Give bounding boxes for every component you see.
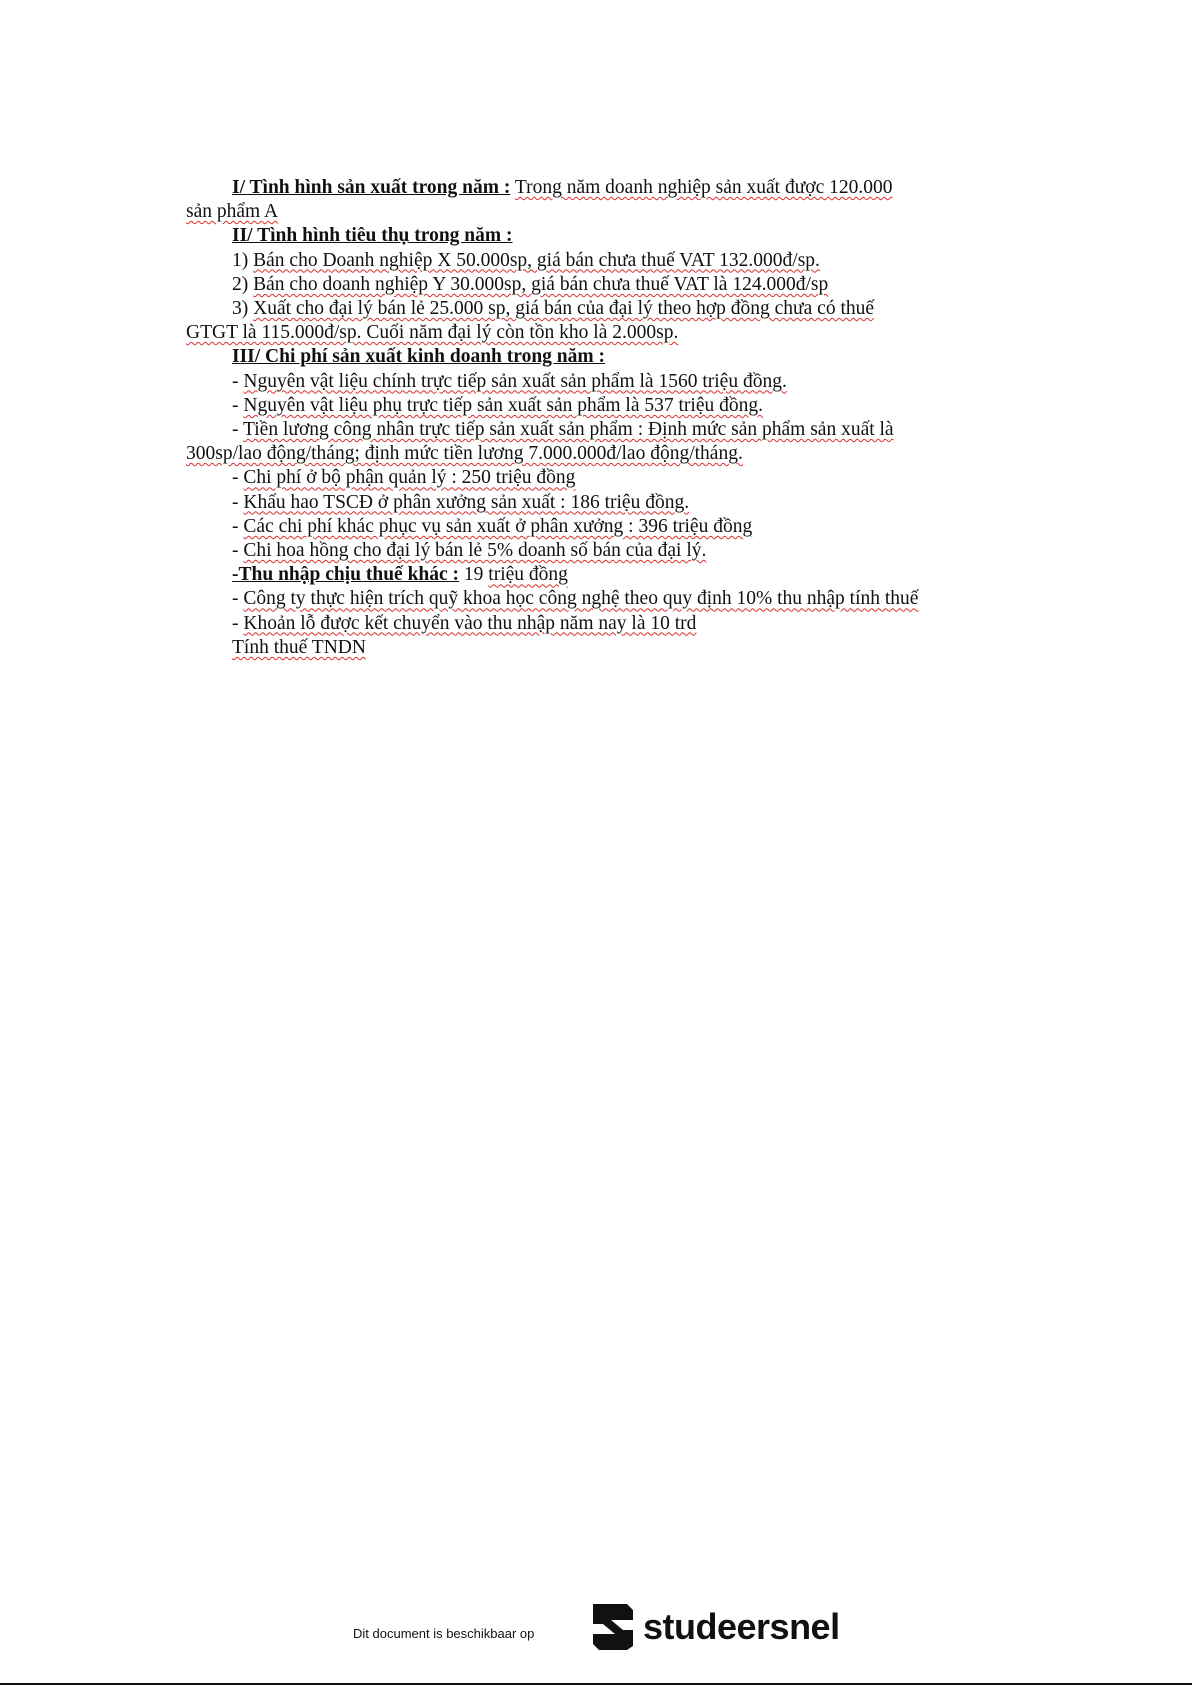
line-text: - [232, 612, 244, 634]
availability-text: Dit document is beschikbaar op [353, 1626, 535, 1641]
line-text: Xuất cho đại lý bán lẻ 25.000 sp, giá bán của đại lý theo hợp đồng chưa có thuế [253, 298, 875, 320]
line-text: Các chi phí khác phục vụ sản xuất ở phân xưởng : 396 triệu đồng [243, 515, 753, 537]
line-text: Khoản lỗ được kết chuyển vào thu nhập năm nay là 10 trd [243, 612, 697, 634]
document-line [186, 176, 982, 200]
line-text: Tính thuế TNDN [232, 636, 366, 658]
line-text: 19 [459, 564, 489, 586]
line-text: - [232, 515, 244, 537]
line-text: Chi hoa hồng cho đại lý bán lẻ 5% doanh số bán của đại lý. [243, 540, 707, 562]
brand-name: studeersnel [643, 1606, 840, 1647]
line-text: 1) [232, 249, 254, 271]
line-text: - [232, 491, 244, 513]
line-text: 300sp/lao động/tháng; định mức tiền lương 7.000.000đ/lao động/tháng. [186, 443, 743, 465]
line-text: Nguyên vật liệu chính trực tiếp sản xuất sản phẩm là 1560 triệu đồng. [243, 370, 787, 392]
section-heading: -Thu nhập chịu thuế khác : [232, 564, 460, 586]
document-body [186, 176, 982, 660]
document-line [186, 539, 982, 563]
document-line [186, 587, 982, 611]
document-line [186, 612, 982, 636]
line-text: - [232, 419, 244, 441]
document-line [186, 224, 982, 248]
line-text: 3) [232, 298, 254, 320]
document-line [186, 370, 982, 394]
document-line [186, 394, 982, 418]
section-heading: II/ Tình hình tiêu thụ trong năm : [232, 225, 513, 247]
document-line [186, 563, 982, 587]
document-line [186, 297, 982, 321]
line-text: - [232, 467, 244, 489]
document-line [186, 249, 982, 273]
line-text: GTGT là 115.000đ/sp. Cuối năm đại lý còn tồn kho là 2.000sp. [186, 322, 679, 344]
document-line [186, 442, 982, 466]
line-text: Bán cho doanh nghiệp Y 30.000sp, giá bán chưa thuế VAT là 124.000đ/sp [253, 273, 829, 295]
document-line [186, 636, 982, 660]
line-text: - [232, 540, 244, 562]
document-line [186, 491, 982, 515]
line-text: Công ty thực hiện trích quỹ khoa học công nghệ theo quy định 10% thu nhập tính thuế [243, 588, 919, 610]
studeersnel-logo-icon [587, 1600, 639, 1652]
footer-banner [0, 1598, 1192, 1658]
document-line [186, 273, 982, 297]
line-text: - [232, 588, 244, 610]
document-line [186, 200, 982, 224]
line-text: Khấu hao TSCĐ ở phân xưởng sản xuất : 186 triệu đồng. [243, 491, 690, 513]
document-line [186, 321, 982, 345]
line-text: Bán cho Doanh nghiệp X 50.000sp, giá bán chưa thuế VAT 132.000đ/sp. [253, 249, 820, 271]
section-heading: III/ Chi phí sản xuất kinh doanh trong năm : [232, 346, 605, 368]
document-line [186, 515, 982, 539]
line-text: Chi phí ở bộ phận quản lý : 250 triệu đồng [243, 467, 576, 489]
line-text: - [232, 370, 244, 392]
line-text: Trong năm doanh nghiệp sản xuất được 120.000 [514, 177, 893, 198]
line-text: Nguyên vật liệu phụ trực tiếp sản xuất sản phẩm là 537 triệu đồng. [243, 394, 763, 416]
document-line [186, 466, 982, 490]
line-text: - [232, 394, 244, 416]
line-text: sản phẩm A [186, 201, 279, 223]
section-heading: I/ Tình hình sản xuất trong năm : [232, 177, 511, 198]
document-line [186, 345, 982, 369]
line-text: triệu đồng [488, 564, 568, 586]
line-text: 2) [232, 273, 254, 295]
line-text: Tiền lương công nhân trực tiếp sản xuất sản phẩm : Định mức sản phẩm sản xuất là [243, 419, 894, 441]
document-line [186, 418, 982, 442]
